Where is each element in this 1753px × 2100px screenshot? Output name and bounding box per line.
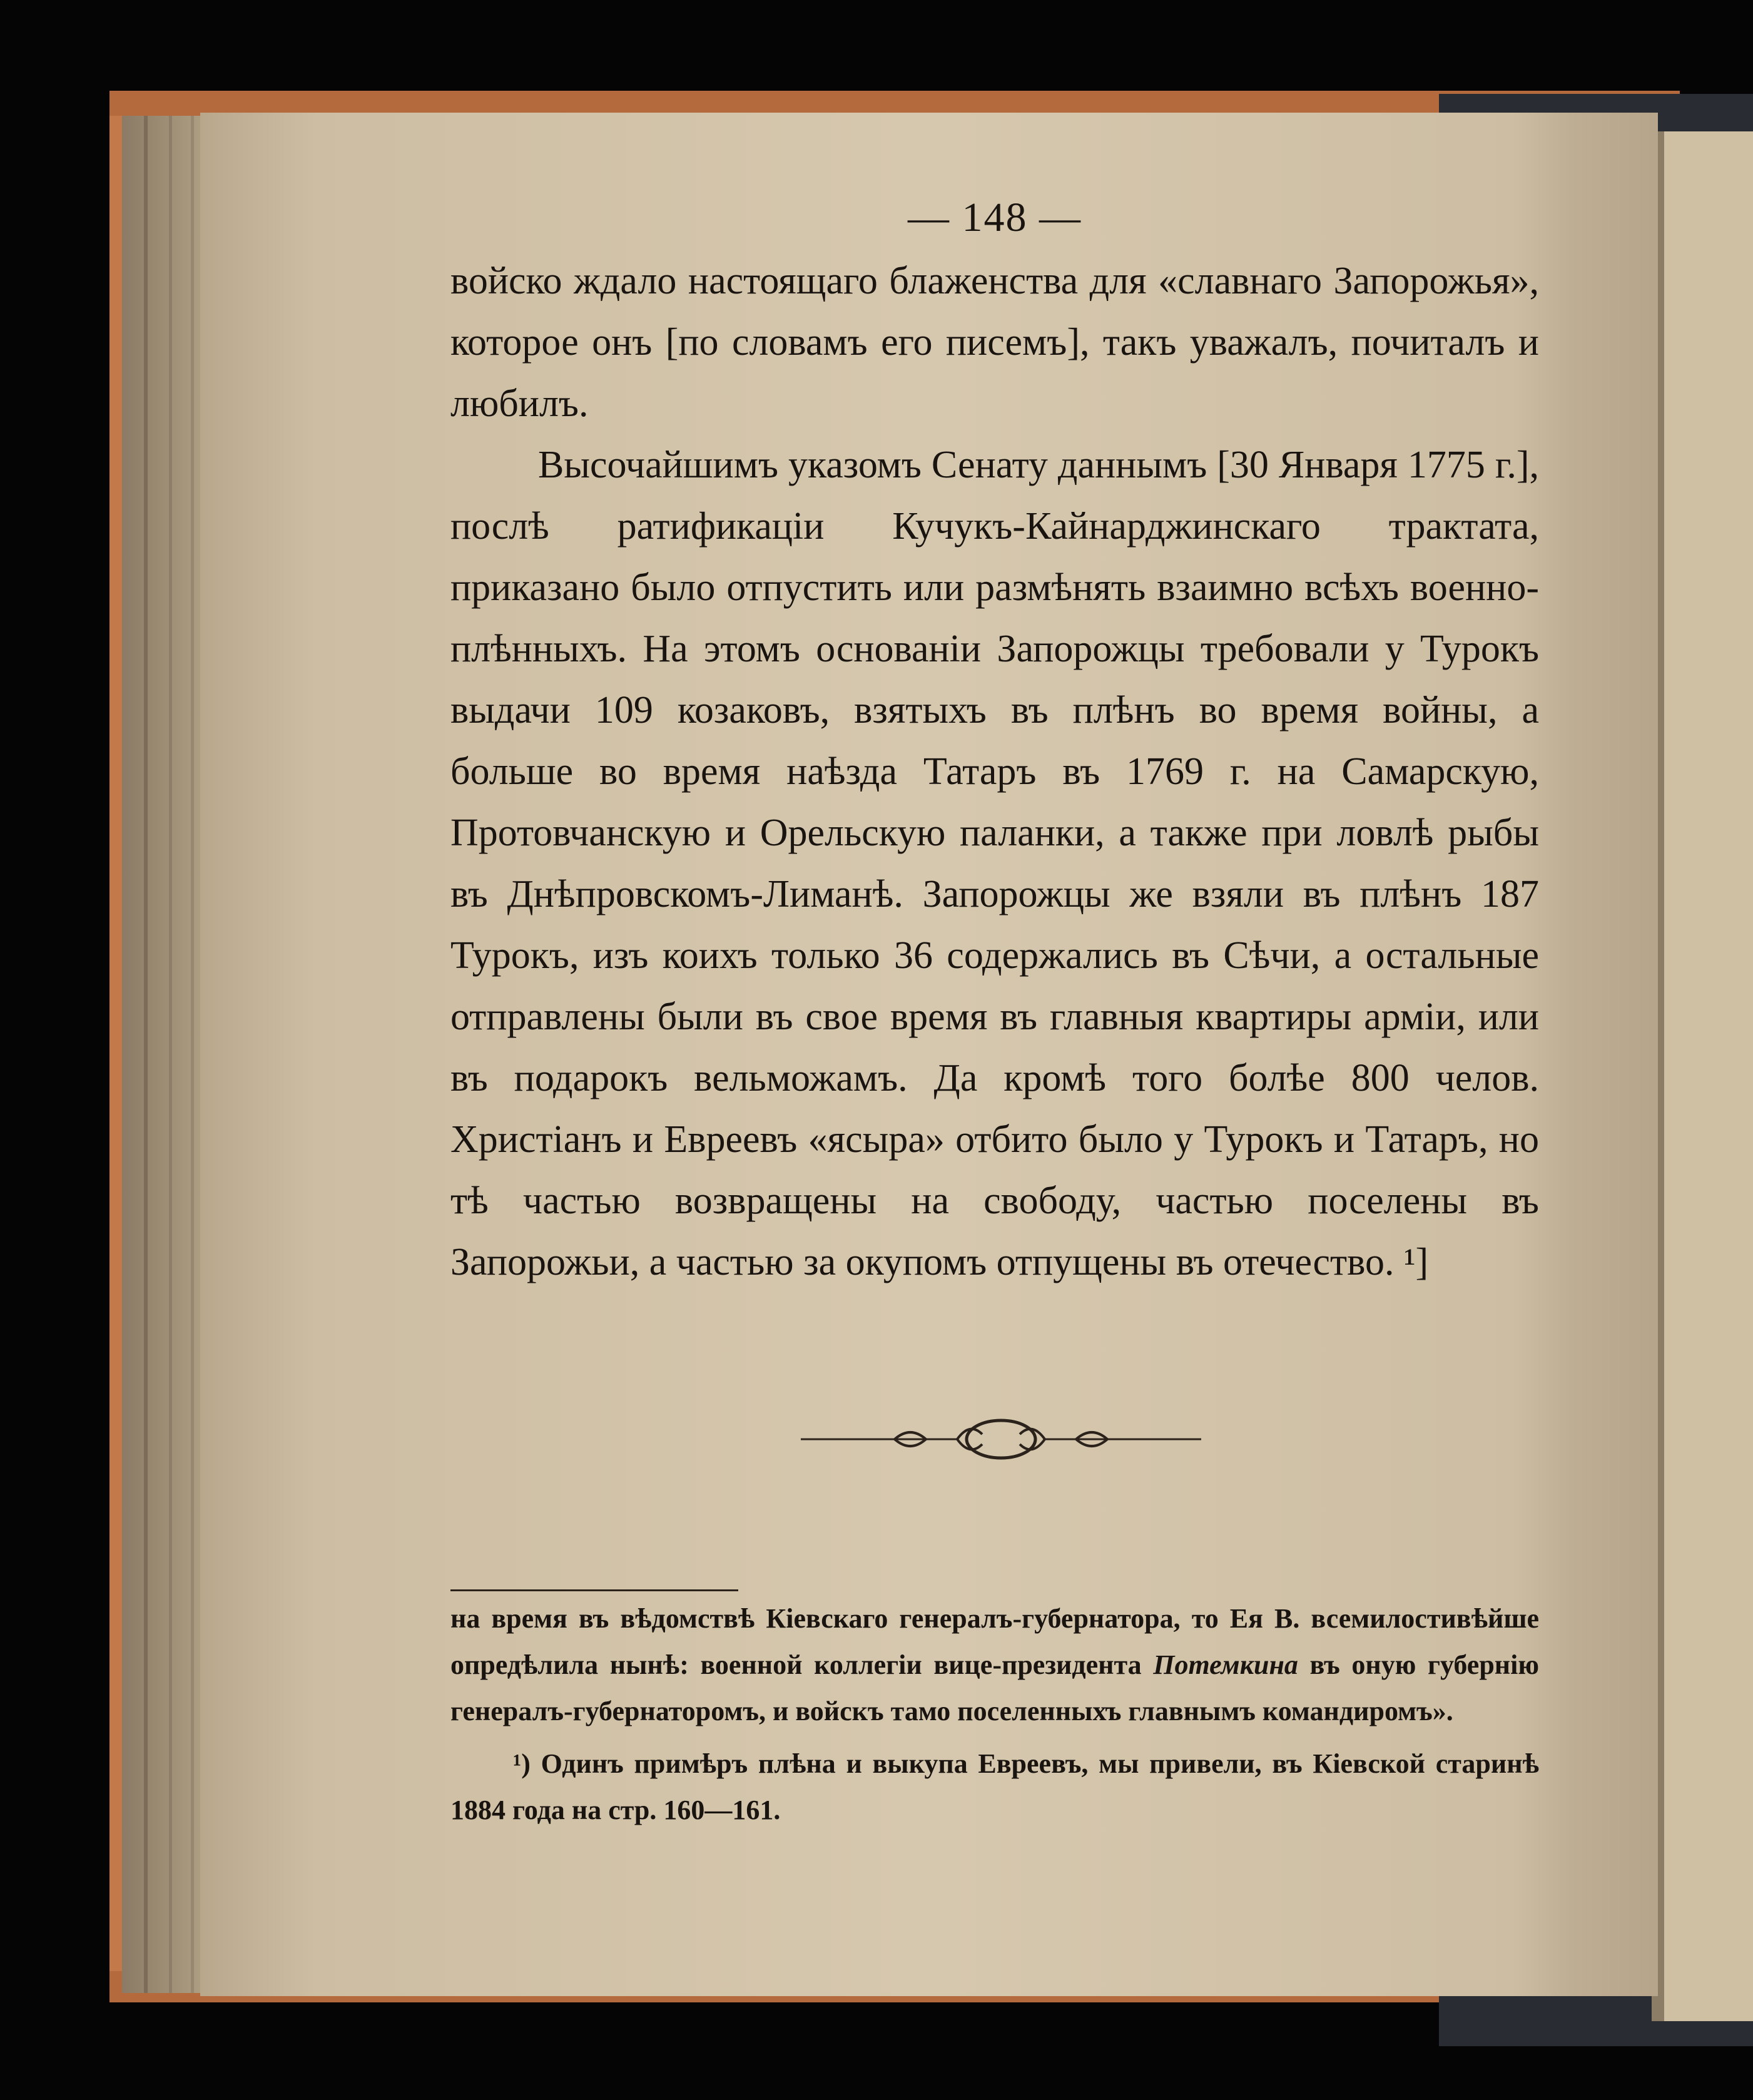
footnotes: [450, 1596, 1539, 1833]
page-number: — 148 —: [908, 195, 1082, 240]
footnote-italic-name: Потемкина: [1153, 1649, 1298, 1680]
paragraph-1: войско ждало настоящаго блаженства для «славнаго Запорожья», которое онъ [по словамъ его писемъ], такъ уважалъ, почиталъ и любилъ.: [450, 260, 1539, 425]
footnote-continuation-before: на время въ вѣдомствѣ Кіевскаго генералъ-губернатора, то Ея В. всемилостивѣйше опредѣлила нынѣ: военной коллегіи вице-президента: [450, 1603, 1539, 1680]
body-text: [450, 250, 1539, 1293]
footnote-1: ¹) Одинъ примѣръ плѣна и выкупа Евреевъ, мы привели, въ Кіевской старинѣ 1884 года на стр. 160—161.: [450, 1748, 1539, 1825]
page-text-block: [450, 195, 1539, 1293]
facing-page-edge: [1652, 131, 1753, 2021]
footnote-continuation: [450, 1596, 1539, 1735]
ornament-divider: [801, 1402, 1201, 1477]
paragraph-2: Высочайшимъ указомъ Сенату даннымъ [30 Января 1775 г.], послѣ ратификаціи Кучукъ-Кайнарджинскаго трактата, приказано было отпустить или размѣнять взаимно всѣхъ военно-плѣнныхъ. На этомъ основаніи Запорожцы требовали у Турокъ выдачи 109 козаковъ, взятыхъ въ плѣнъ во время войны, а больше во время наѣзда Татаръ въ 1769 г. на Самарскую, Протовчанскую и Орельскую паланки, а также при ловлѣ рыбы въ Днѣпровскомъ-Лиманѣ. Запорожцы же взяли въ плѣнъ 187 Турокъ, изъ коихъ только 36 содержались въ Сѣчи, а остальные отправлены были въ свое время въ главныя квартиры арміи, или въ подарокъ вельможамъ. Да кромѣ того болѣе 800 челов. Христіанъ и Евреевъ «ясыра» отбито было у Турокъ и Татаръ, но тѣ частью возвращены на свободу, частью поселены въ Запорожьи, а частью за окупомъ отпущены въ отечество. ¹]: [450, 444, 1539, 1283]
footnote-continuation-after: въ оную губернію генералъ-губернаторомъ, и войскъ тамо поселенныхъ главнымъ командиромъ».: [450, 1649, 1539, 1726]
footnote-rule: [450, 1589, 738, 1591]
